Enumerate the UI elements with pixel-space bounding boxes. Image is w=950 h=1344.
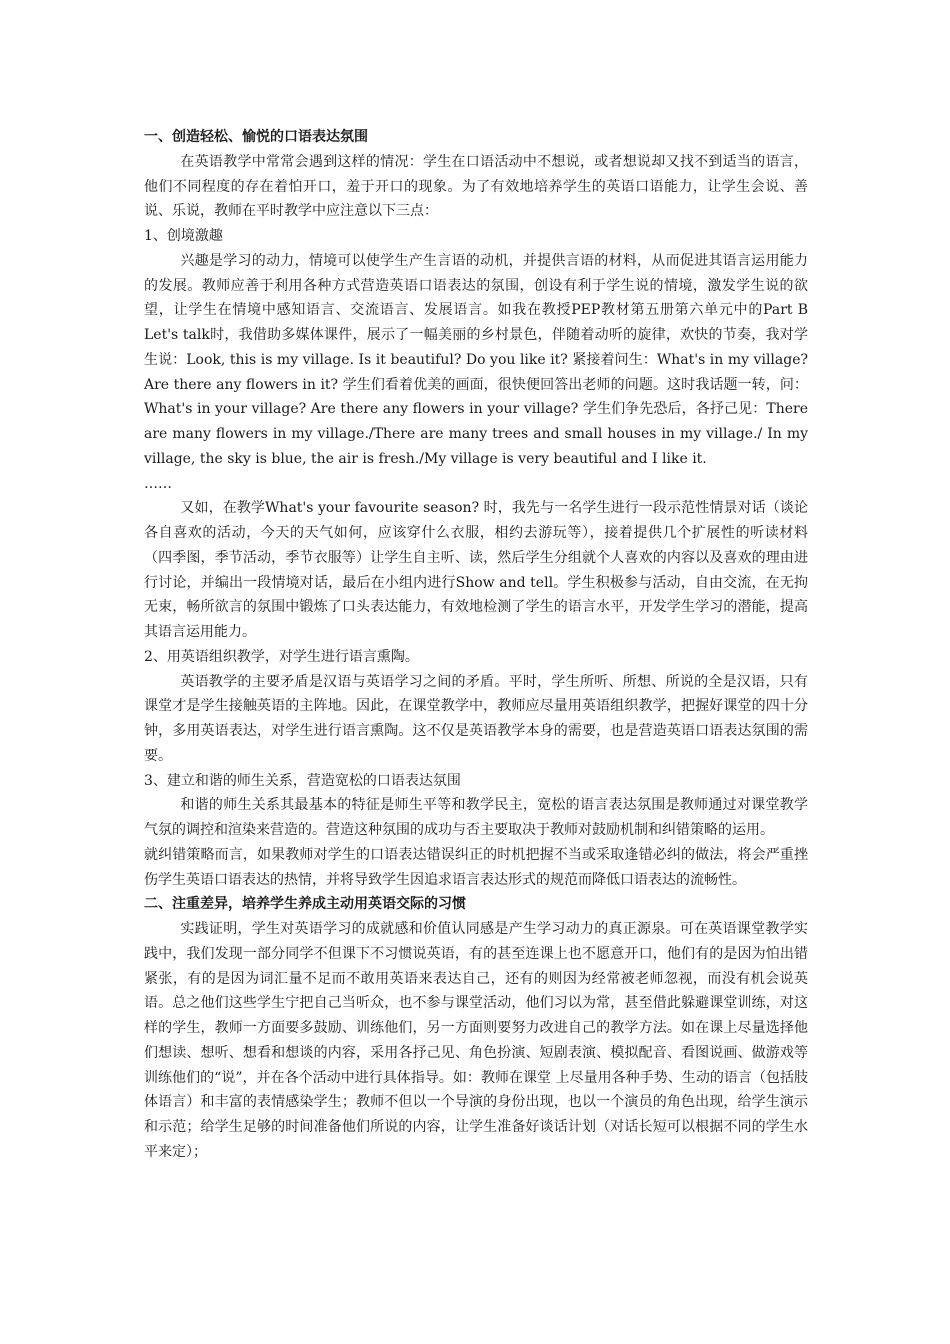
section-2-heading: 二、注重差异，培养学生养成主动用英语交际的习惯: [144, 896, 466, 913]
section-1-intro: 在英语教学中常常会遇到这样的情况：学生在口语活动中不想说，或者想说却又找不到适当的语言，他们不同程度的存在着怕开口，羞于开口的现象。为了有效地培养学生的英语口语能力，让学生会说、善说、乐说，教师在平时教学中应注意以下三点：: [144, 153, 808, 220]
subsection-1-paragraph-2: 又如，在教学What's your favourite season? 时，我先与一名学生进行一段示范性情景对话（谈论各自喜欢的活动，今天的天气如何，应该穿什么衣服，相约去游玩等），接着提供几个扩展性的听读材料（四季图，季节活动，季节衣服等）让学生自主听、读，然后学生分组就个人喜欢的内容以及喜欢的理由进行讨论，并编出一段情境对话，最后在小组内进行Show and tell。学生积极参与活动，自由交流，在无拘无束，畅所欲言的氛围中锻炼了口头表达能力，有效地检测了学生的语言水平，开发学生学习的潜能，提高其语言运用能力。: [144, 500, 808, 640]
subsection-1-heading: 1、创境激趣: [144, 228, 223, 244]
subsection-1-paragraph-1: 兴趣是学习的动力，情境可以使学生产生言语的动机，并提供言语的材料，从而促进其语言运用能力的发展。教师应善于利用各种方式营造英语口语表达的氛围，创设有利于学生说的情境，激发学生说的欲望，让学生在情境中感知语言、交流语言、发展语言。如我在教授PEP教材第五册第六单元中的Part B Let's talk时，我借助多媒体课件，展示了一幅美丽的乡村景色，伴随着动听的旋律，欢快的节奏，我对学生说：Look, this is my village. Is it beautiful? Do you like it? 紧接着问生：What's in my village? Are there any flowers in it? 学生们看着优美的画面，很快便回答出老师的问题。这时我话题一转，问：What's in your village? Are there any flowers in your village? 学生们争先恐后，各抒己见：There are many flowers in my village./There are many trees and small houses in my village./ In my village, the sky is blue, the air is fresh./My village is very beautiful and I like it.: [144, 252, 808, 467]
subsection-3-paragraph-1: 和谐的师生关系其最基本的特征是师生平等和教学民主，宽松的语言表达氛围是教师通过对课堂教学气氛的调控和渲染来营造的。营造这种氛围的成功与否主要取决于教师对鼓励机制和纠错策略的运用。: [144, 797, 808, 838]
subsection-2-paragraph-1: 英语教学的主要矛盾是汉语与英语学习之间的矛盾。平时，学生所听、所想、所说的全是汉语，只有课堂才是学生接触英语的主阵地。因此，在课堂教学中，教师应尽量用英语组织教学，把握好课堂的四十分钟，多用英语表达，对学生进行语言熏陶。这不仅是英语教学本身的需要，也是营造英语口语表达氛围的需要。: [144, 673, 808, 764]
subsection-3-paragraph-2: 就纠错策略而言，如果教师对学生的口语表达错误纠正的时机把握不当或采取逢错必纠的做法，将会严重挫伤学生英语口语表达的热情，并将导致学生因追求语言表达形式的规范而降低口语表达的流畅性。: [144, 846, 808, 888]
subsection-2-heading: 2、用英语组织教学，对学生进行语言熏陶。: [144, 648, 419, 665]
subsection-3-heading: 3、建立和谐的师生关系，营造宽松的口语表达氛围: [144, 772, 461, 789]
subsection-1-ellipsis: ……: [144, 475, 172, 492]
section-2-paragraph-1: 实践证明，学生对英语学习的成就感和价值认同感是产生学习动力的真正源泉。可在英语课堂教学实践中，我们发现一部分同学不但课下不习惯说英语，有的甚至连课上也不愿意开口，他们有的是因为怕出错紧张，有的是因为词汇量不足而不敢用英语来表达自己，还有的则因为经常被老师忽视，而没有机会说英语。总之他们这些学生宁把自己当听众，也不参与课堂活动，他们习以为常，甚至借此躲避课堂训练，对这样的学生，教师一方面要多鼓励、训练他们，另一方面则要努力改进自己的教学方法。如在课上尽量选择他们想读、想听、想看和想谈的内容，采用各抒己见、角色扮演、短剧表演、模拟配音、看图说画、做游戏等训练他们的“说”，并在各个活动中进行具体指导。如：教师在课堂 上尽量用各种手势、生动的语言（包括肢体语言）和丰富的表情感染学生；教师不但以一个导演的身份出现，也以一个演员的角色出现，给学生演示和示范；给学生足够的时间准备他们所说的内容，让学生准备好谈话计划（对话长短可以根据不同的学生水平来定）；: [144, 921, 808, 1160]
document-page: [144, 125, 808, 1165]
section-1-heading: 一、创造轻松、愉悦的口语表达氛围: [144, 129, 368, 145]
